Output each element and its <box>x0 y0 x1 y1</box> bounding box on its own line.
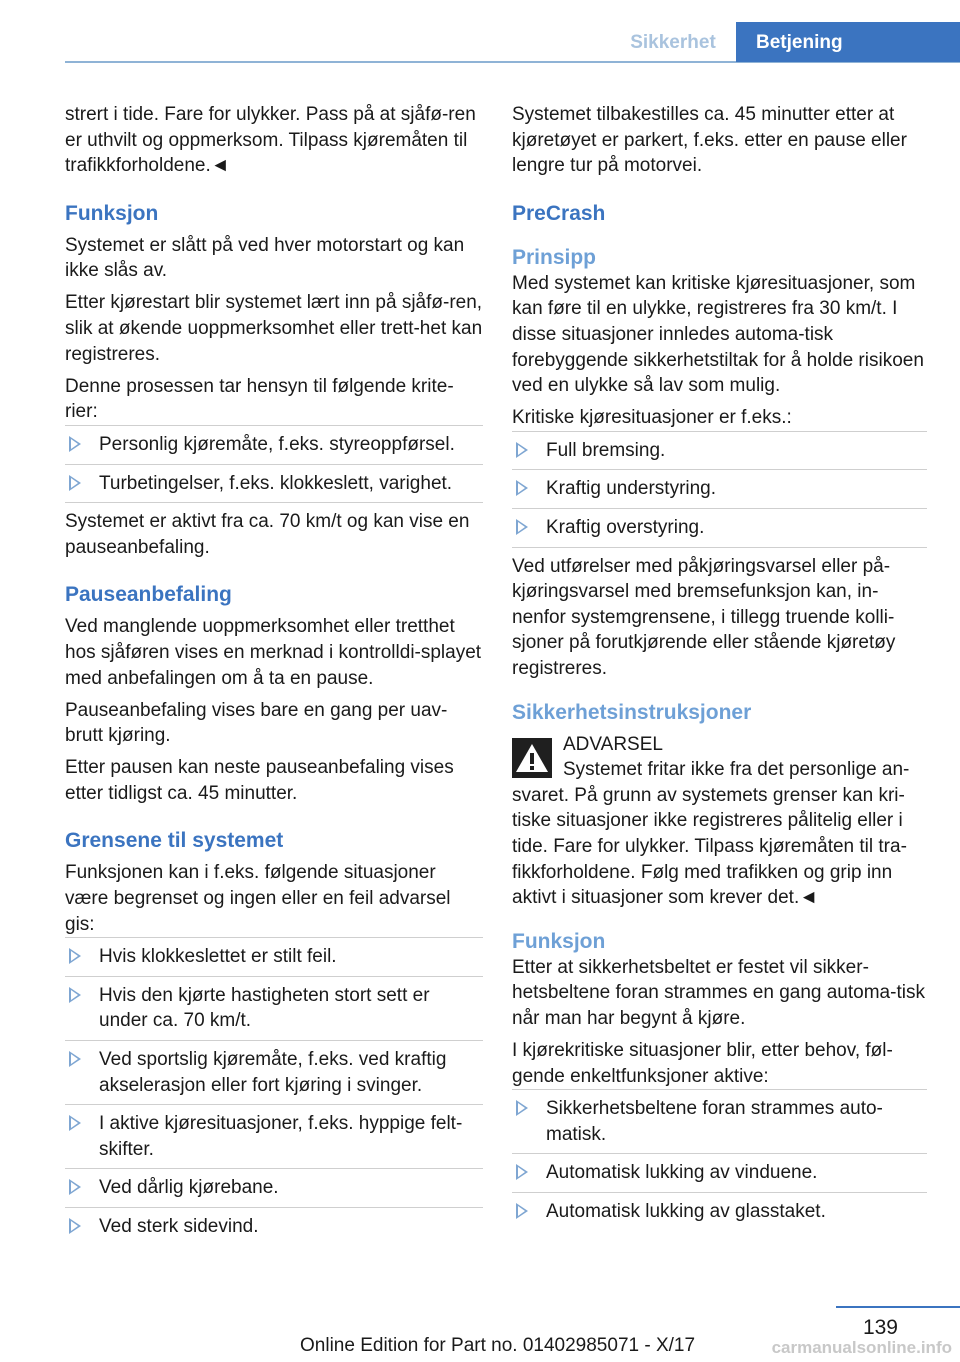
paragraph: Systemet tilbakestilles ca. 45 minutter etter at kjøretøyet er parkert, f.eks. etter en pause eller lengre tur på motorvei. <box>512 104 907 177</box>
edition-line: Online Edition for Part no. 01402985071 - X/17 <box>300 1335 696 1356</box>
bullet-triangle-icon <box>516 1100 528 1116</box>
section-heading-pauseanbefaling: Pauseanbefaling <box>65 583 232 607</box>
bullet-triangle-icon <box>69 475 81 491</box>
bullet-triangle-icon <box>516 442 528 458</box>
warning-title: ADVARSEL <box>563 733 663 755</box>
paragraph: Kritiske kjøresituasjoner er f.eks.: <box>512 407 792 429</box>
paragraph: Med systemet kan kritiske kjøresituasjoner, som kan føre til en ulykke, registreres fra 30 km/t. I disse situasjoner innledes automa-tisk forebyggende sikkerhetstiltak for å holde risikoen ved en ulykke så lav som mulig. <box>512 272 924 397</box>
paragraph: Etter kjørestart blir systemet lært inn på sjåfø-ren, slik at økende uoppmerksomhet eller trett-het kan registreres. <box>65 292 483 365</box>
list-item: Automatisk lukking av glasstaket. <box>512 1192 927 1231</box>
list-item: Automatisk lukking av vinduene. <box>512 1153 927 1192</box>
tab-betjening[interactable]: Betjening <box>736 22 960 62</box>
paragraph: Funksjonen kan i f.eks. følgende situasjoner være begrenset og ingen eller en feil advarsel gis: <box>65 862 451 935</box>
page-number: 139 <box>862 1316 898 1339</box>
list-item: Sikkerhetsbeltene foran strammes auto-matisk. <box>512 1089 927 1153</box>
bullet-triangle-icon <box>69 948 81 964</box>
warning-text-first-line: Systemet fritar ikke fra det personlige an- <box>563 759 910 781</box>
section-heading-precrash: PreCrash <box>512 201 606 225</box>
footer-rule <box>836 1306 960 1308</box>
paragraph: Systemet er slått på ved hver motorstart og kan ikke slås av. <box>65 234 465 282</box>
warning-box <box>512 732 927 911</box>
list-item: Personlig kjøremåte, f.eks. styreoppførsel. <box>65 425 483 464</box>
list-item: I aktive kjøresituasjoner, f.eks. hyppige felt-skifter. <box>65 1104 483 1168</box>
critical-situations-list <box>512 431 927 547</box>
list-item: Turbetingelser, f.eks. klokkeslett, varighet. <box>65 464 483 503</box>
subsection-heading-prinsipp: Prinsipp <box>512 245 597 269</box>
bullet-triangle-icon <box>69 1179 81 1195</box>
warning-text: svaret. På grunn av systemets grenser kan kri-tiske situasjoner ikke registreres pålitelig eller i tide. Fare for ulykker. Tilpass kjøremåten til tra-fikkforholdene. Følg med trafikken og grip inn aktivt i situasjoner som krever det.◄ <box>512 784 907 909</box>
list-item: Ved sportslig kjøremåte, f.eks. ved kraftig akselerasjon eller fort kjøring i svinger. <box>65 1040 483 1104</box>
paragraph: Ved manglende uoppmerksomhet eller tretthet hos sjåføren vises en merknad i kontrolldi-splayet med anbefalingen om å ta en pause. <box>65 616 482 689</box>
warning-icon <box>512 738 552 778</box>
bullet-triangle-icon <box>69 436 81 452</box>
bullet-triangle-icon <box>69 1218 81 1234</box>
bullet-triangle-icon <box>516 1203 528 1219</box>
paragraph: Ved utførelser med påkjøringsvarsel eller på-kjøringsvarsel med bremsefunksjon kan, in-nenfor systemgrensene, i tillegg truende kolli-sjoner på forutkjørende eller stående kjøretøy registreres. <box>512 547 927 682</box>
list-item: Kraftig understyring. <box>512 469 927 508</box>
list-item: Hvis den kjørte hastigheten stort sett er under ca. 70 km/t. <box>65 976 483 1040</box>
bullet-triangle-icon <box>69 1051 81 1067</box>
paragraph: strert i tide. Fare for ulykker. Pass på at sjåfø-ren er uthvilt og oppmerksom. Tilpass kjøremåten til trafikkforholdene.◄ <box>65 104 476 177</box>
bullet-triangle-icon <box>69 1115 81 1131</box>
functions-list <box>512 1089 927 1230</box>
paragraph: Systemet er aktivt fra ca. 70 km/t og kan vise en pauseanbefaling. <box>65 502 483 560</box>
paragraph: Pauseanbefaling vises bare en gang per uav-brutt kjøring. <box>65 699 448 747</box>
tab-sikkerhet[interactable]: Sikkerhet <box>630 32 716 53</box>
paragraph: Etter pausen kan neste pauseanbefaling vises etter tidligst ca. 45 minutter. <box>65 757 454 804</box>
section-heading-grensene: Grensene til systemet <box>65 829 284 853</box>
list-item: Ved dårlig kjørebane. <box>65 1168 483 1207</box>
paragraph: Etter at sikkerhetsbeltet er festet vil sikker-hetsbeltene foran strammes en gang automa-tisk når man har begynt å kjøre. <box>512 956 925 1029</box>
right-column <box>512 102 927 1231</box>
paragraph: Denne prosessen tar hensyn til følgende krite-rier: <box>65 375 454 423</box>
list-item: Hvis klokkeslettet er stilt feil. <box>65 937 483 976</box>
subsection-heading-sikkerhetsinstruksjoner: Sikkerhetsinstruksjoner <box>512 700 752 724</box>
bullet-triangle-icon <box>69 987 81 1003</box>
watermark: carmanualsonline.info <box>771 1338 952 1357</box>
bullet-triangle-icon <box>516 519 528 535</box>
criteria-list <box>65 425 483 502</box>
list-item: Kraftig overstyring. <box>512 508 927 547</box>
left-column <box>65 102 483 1246</box>
section-heading-funksjon: Funksjon <box>65 201 159 225</box>
paragraph: I kjørekritiske situasjoner blir, etter behov, føl-gende enkeltfunksjoner aktive: <box>512 1040 893 1087</box>
list-item: Full bremsing. <box>512 431 927 470</box>
bullet-triangle-icon <box>516 1164 528 1180</box>
bullet-triangle-icon <box>516 480 528 496</box>
limits-list <box>65 937 483 1245</box>
list-item: Ved sterk sidevind. <box>65 1207 483 1246</box>
subsection-heading-funksjon: Funksjon <box>512 929 606 953</box>
